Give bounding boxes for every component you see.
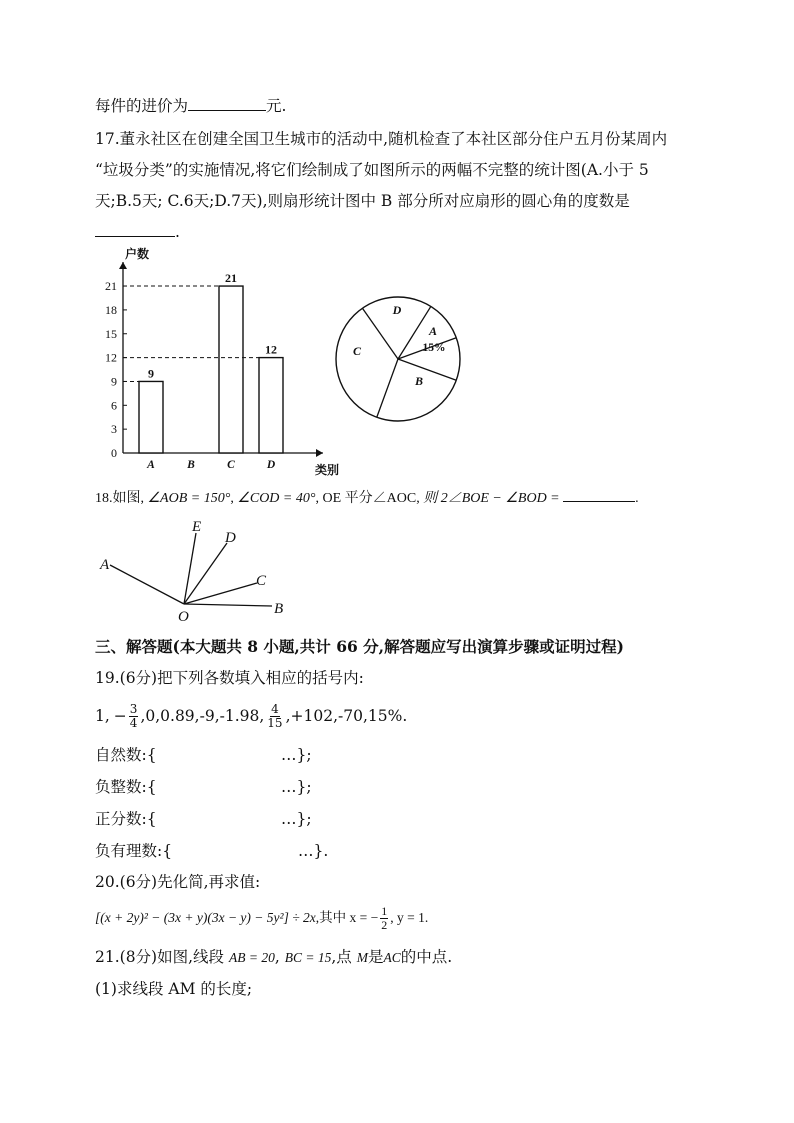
- q19-cat1-label: 自然数:{: [95, 746, 157, 764]
- q20-cond-a: ,其中 x = −: [315, 910, 379, 925]
- q19-numbers-c: ,+102,-70,15%.: [285, 707, 408, 725]
- q20-frac-num: 1: [381, 903, 388, 918]
- q19-cat4-label: 负有理数:{: [95, 842, 173, 860]
- q19-frac1: [129, 703, 139, 730]
- q18-sep3: ,: [416, 491, 420, 506]
- q18-cond4: 则 2∠BOE − ∠BOD =: [423, 491, 560, 506]
- pie-label-d: D: [392, 303, 402, 317]
- label-a: A: [100, 557, 110, 573]
- q19-frac1-num: 3: [129, 701, 138, 716]
- bar-d: [259, 358, 283, 453]
- y-axis-label: 户数: [125, 247, 150, 261]
- label-d: D: [225, 530, 236, 546]
- y-tick-label: 0: [111, 446, 117, 460]
- q17-answer-line: [95, 222, 180, 242]
- y-tick-label: 12: [105, 350, 117, 365]
- q20-cond-b: , y = 1.: [390, 910, 429, 925]
- q20-frac: [380, 905, 388, 932]
- bar-chart: [95, 244, 355, 476]
- y-tick-label: 21: [105, 279, 117, 294]
- q18-sep1: ,: [230, 491, 234, 506]
- q21-title-c: 是: [367, 948, 384, 966]
- q19-neg-sign: −: [113, 707, 127, 725]
- y-tick-label: 6: [111, 398, 117, 413]
- q18-cond2: ∠COD = 40°: [237, 491, 316, 506]
- q21-ac: AC: [383, 950, 401, 965]
- q21-m: M: [356, 950, 368, 965]
- label-o: O: [178, 609, 189, 625]
- q19-numbers-b: ,0,0.89,-9,-1.98,: [140, 707, 265, 725]
- pie-label-a: A: [428, 324, 438, 338]
- q18-line: [95, 487, 639, 509]
- section3-title: 三、解答题(本大题共 8 小题,共计 66 分,解答题应写出演算步骤或证明过程): [95, 637, 624, 656]
- bar-value-label: 9: [148, 366, 154, 381]
- q21-title: [95, 947, 452, 968]
- ray-oc: [184, 583, 257, 604]
- q19-frac1-den: 4: [129, 715, 138, 730]
- bar-value-label: 21: [225, 271, 237, 286]
- q20-expression: [95, 902, 428, 934]
- q17-answer-blank[interactable]: [95, 222, 175, 237]
- q18-cond3: OE 平分∠AOC: [322, 491, 417, 506]
- q16-unit: 元.: [266, 97, 287, 115]
- q21-title-d: 的中点.: [400, 948, 453, 966]
- pie-chart: [330, 295, 470, 425]
- x-tick-label: A: [147, 459, 155, 471]
- pie-label-c: C: [352, 344, 362, 358]
- q21-title-b: ,点: [331, 948, 352, 966]
- q21-sub1: (1)求线段 AM 的长度;: [95, 980, 253, 998]
- label-c: C: [256, 573, 267, 589]
- q17-line3: 天;B.5天; C.6天;D.7天),则扇形统计图中 B 部分所对应扇形的圆心角的度数是: [95, 192, 630, 210]
- label-b: B: [274, 601, 284, 617]
- q19-cat3-close[interactable]: …};: [281, 810, 312, 828]
- q17-end: .: [175, 223, 180, 241]
- y-tick-label: 18: [105, 302, 117, 317]
- q18-answer-blank[interactable]: [563, 487, 635, 502]
- q19-frac2-den: 15: [267, 715, 283, 730]
- x-axis-label: 类别: [315, 463, 340, 476]
- q16-text: 每件的进价为: [95, 97, 189, 115]
- ray-ob: [184, 604, 272, 606]
- bar-c: [219, 286, 243, 453]
- q18-sep2: ,: [315, 491, 319, 506]
- q21-ab: AB = 20: [228, 950, 275, 965]
- y-axis-arrow: [119, 262, 127, 269]
- label-e: E: [192, 519, 202, 535]
- q18-end: .: [635, 491, 639, 506]
- ray-oa: [110, 565, 184, 604]
- q21-sep1: ,: [274, 948, 280, 966]
- x-tick-label: C: [227, 459, 235, 471]
- bar-a: [139, 381, 163, 453]
- q18-prefix: 18.如图,: [95, 491, 144, 506]
- q19-title: 19.(6分)把下列各数填入相应的括号内:: [95, 669, 364, 687]
- q19-cat1-close[interactable]: …};: [281, 746, 312, 764]
- q17-line2: “垃圾分类”的实施情况,将它们绘制成了如图所示的两幅不完整的统计图(A.小于 5: [95, 161, 649, 179]
- x-tick-label: B: [187, 459, 195, 471]
- q19-cat2-label: 负整数:{: [95, 778, 157, 796]
- q19-cat2-close[interactable]: …};: [281, 778, 312, 796]
- q18-cond1: ∠AOB = 150°: [147, 491, 231, 506]
- angle-figure: [90, 515, 300, 625]
- q20-expr: [(x + 2y)² − (3x + y)(3x − y) − 5y²] ÷ 2x: [95, 910, 316, 925]
- y-tick-label: 15: [105, 326, 117, 341]
- q16-tail: [95, 96, 286, 116]
- q19-frac2: [266, 703, 283, 730]
- q20-frac-den: 2: [381, 917, 388, 932]
- y-tick-label: 3: [111, 422, 117, 437]
- pie-label-b: B: [414, 374, 424, 388]
- q19-numbers-a: 1,: [95, 707, 110, 725]
- q20-title: 20.(6分)先化简,再求值:: [95, 873, 261, 891]
- x-tick-label: D: [266, 459, 276, 471]
- q21-bc: BC = 15: [284, 950, 332, 965]
- bar-value-label: 12: [265, 342, 277, 357]
- q21-title-a: 21.(8分)如图,线段: [95, 948, 225, 966]
- q17-line1: 17.董永社区在创建全国卫生城市的活动中,随机检查了本社区部分住户五月份某周内: [95, 130, 668, 148]
- ray-oe: [184, 533, 196, 604]
- pie-annotation: 15%: [422, 342, 446, 354]
- y-tick-label: 9: [111, 374, 117, 389]
- ray-od: [184, 543, 227, 604]
- q19-cat4-close[interactable]: …}.: [298, 842, 329, 860]
- q16-answer-blank[interactable]: [188, 96, 266, 111]
- q19-cat3-label: 正分数:{: [95, 810, 157, 828]
- q19-numbers: [95, 700, 407, 732]
- x-axis-arrow: [316, 449, 323, 457]
- q19-frac2-num: 4: [271, 701, 279, 716]
